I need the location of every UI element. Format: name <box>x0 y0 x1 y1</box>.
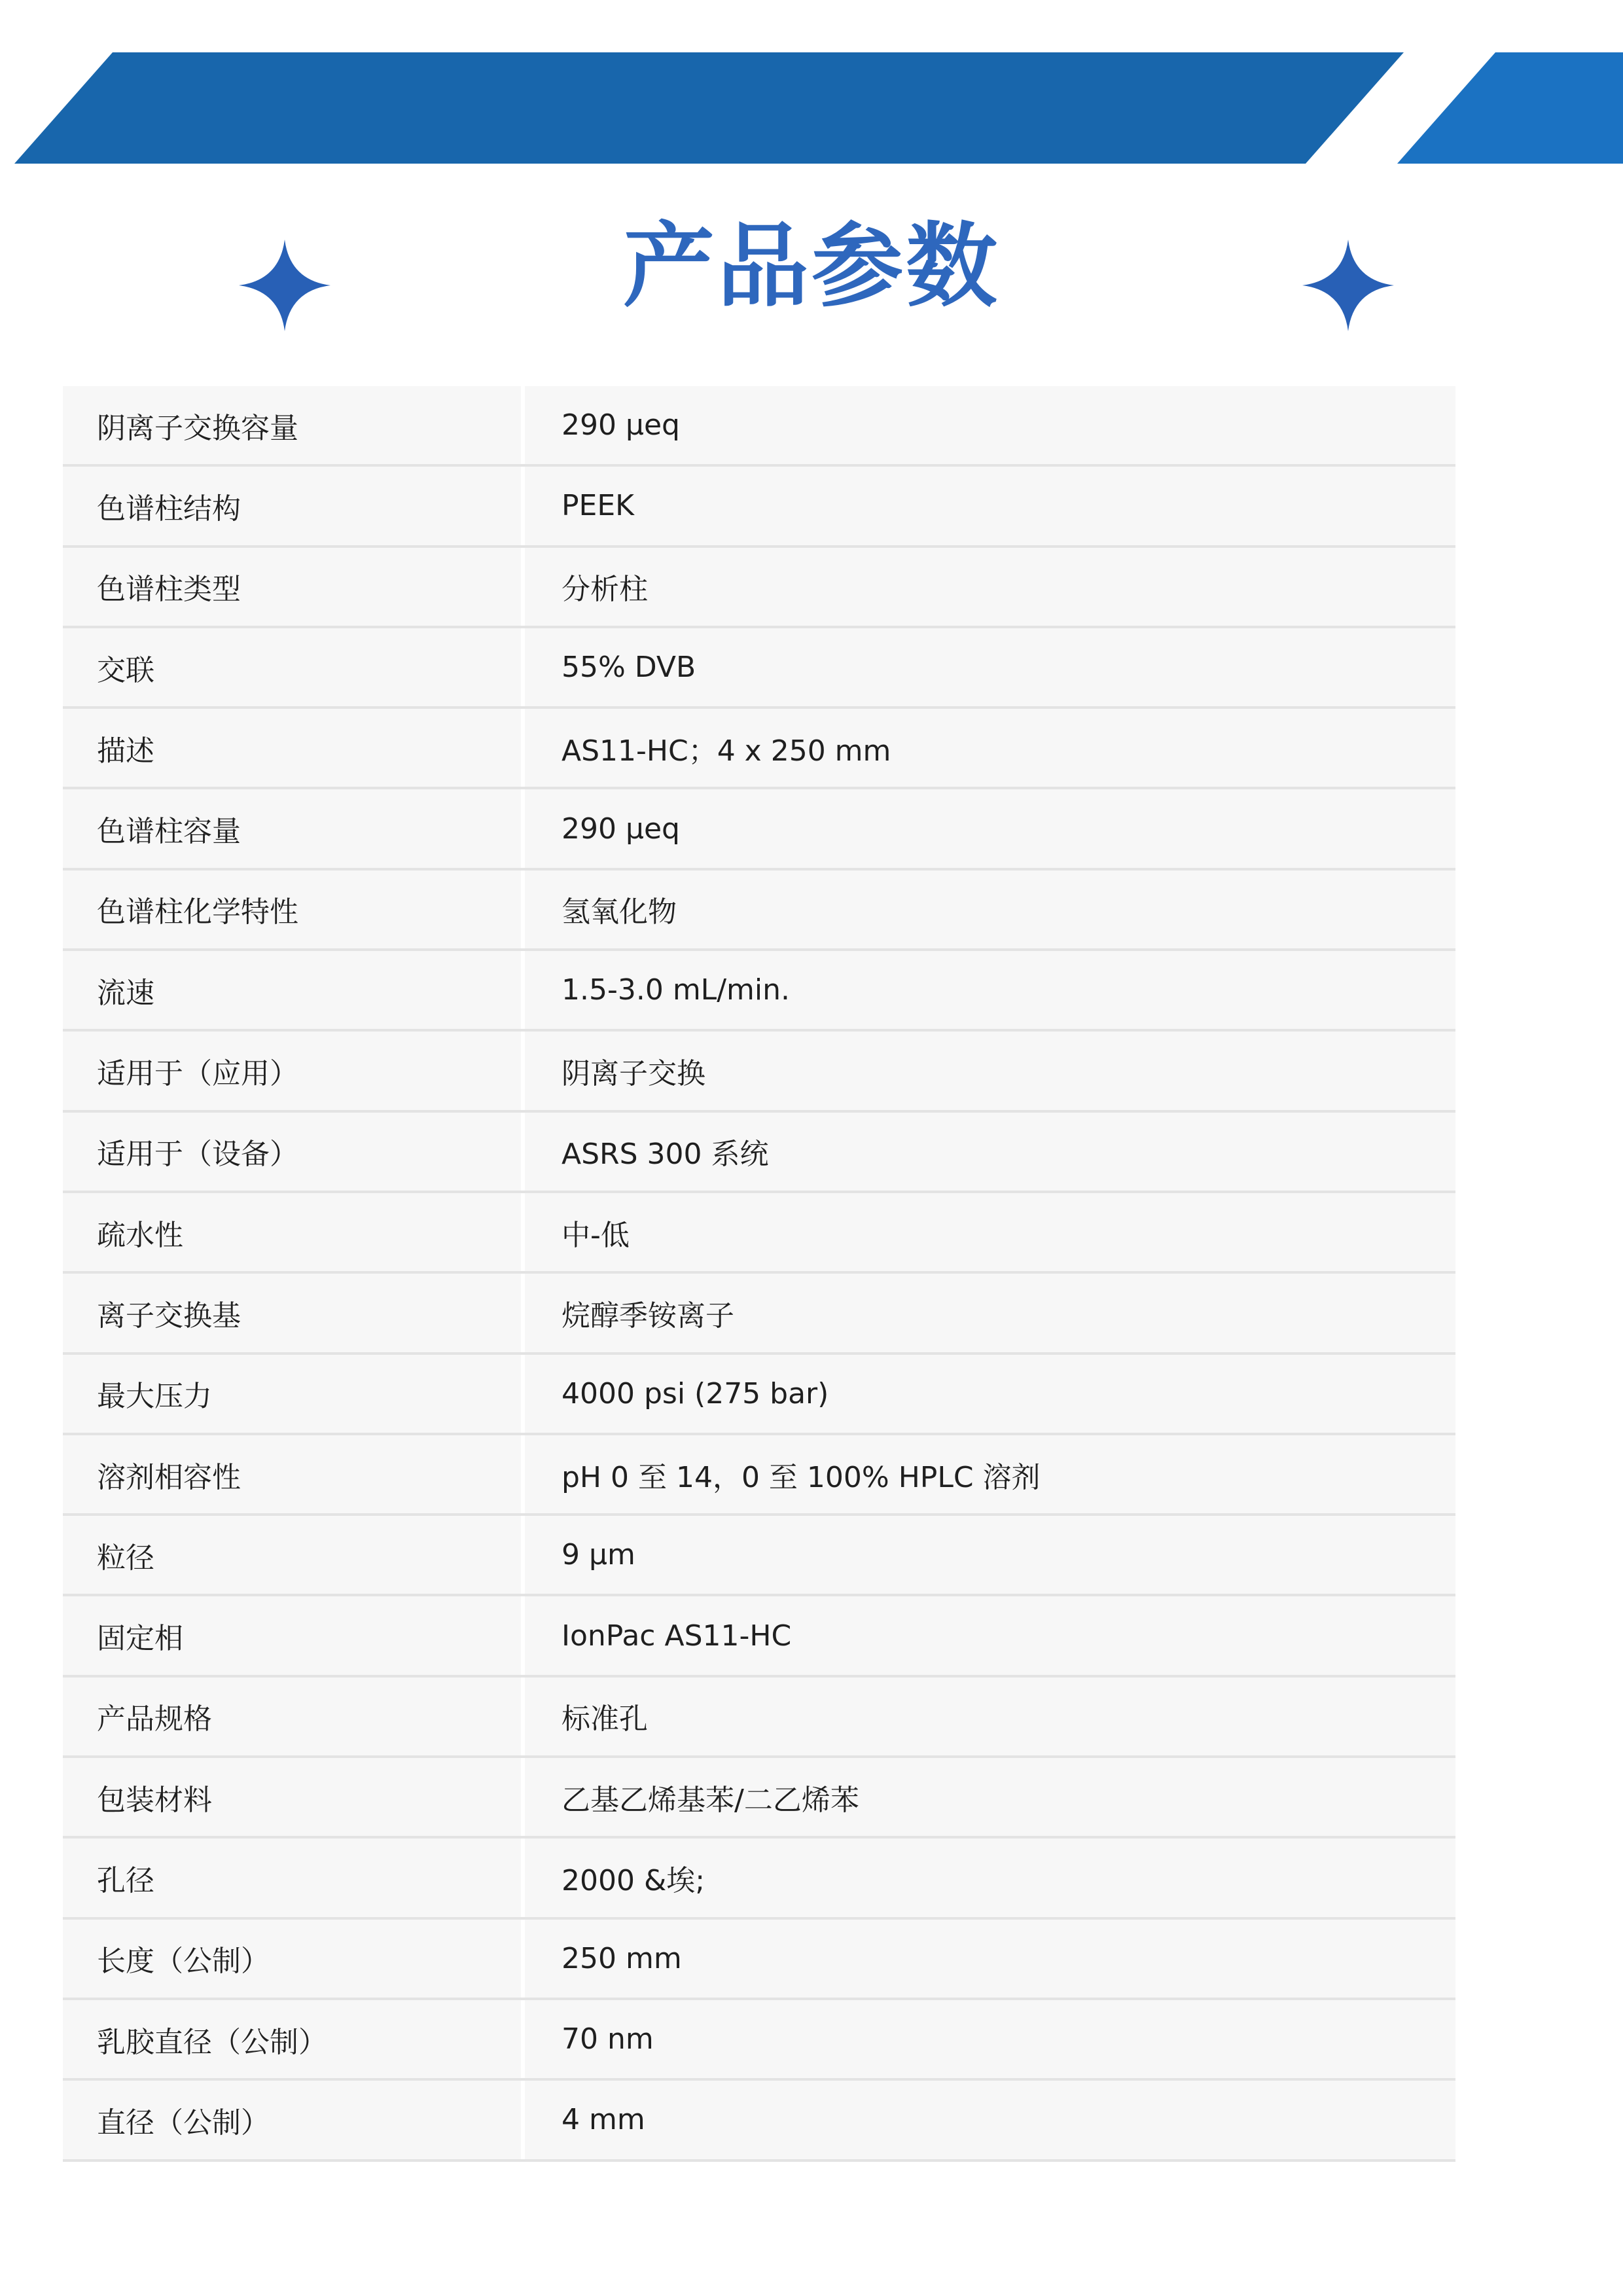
product-params-table <box>63 386 1455 2162</box>
param-label: 色谱柱容量 <box>63 789 521 867</box>
param-label: 疏水性 <box>63 1193 521 1271</box>
table-row <box>63 789 1455 870</box>
param-value: AS11-HC；4 x 250 mm <box>525 709 1455 787</box>
param-value: 2000 &埃; <box>525 1839 1455 1916</box>
table-row <box>63 2081 1455 2161</box>
param-value: 4000 psi (275 bar) <box>525 1355 1455 1433</box>
param-label: 交联 <box>63 628 521 706</box>
param-label: 阴离子交换容量 <box>63 386 521 464</box>
header-banner <box>0 0 1623 170</box>
param-label: 色谱柱结构 <box>63 467 521 545</box>
param-value: IonPac AS11-HC <box>525 1596 1455 1674</box>
param-value: 乙基乙烯基苯/二乙烯苯 <box>525 1758 1455 1836</box>
table-row <box>63 1596 1455 1677</box>
param-value: 70 nm <box>525 2000 1455 2078</box>
param-label: 孔径 <box>63 1839 521 1916</box>
param-label: 粒径 <box>63 1516 521 1594</box>
header-band-main <box>14 52 1404 164</box>
param-label: 最大压力 <box>63 1355 521 1433</box>
param-value: 标准孔 <box>525 1677 1455 1755</box>
param-value: 290 µeq <box>525 386 1455 464</box>
table-row <box>63 1839 1455 1919</box>
param-value: PEEK <box>525 467 1455 545</box>
table-row <box>63 1920 1455 2000</box>
param-value: 烷醇季铵离子 <box>525 1274 1455 1352</box>
param-label: 溶剂相容性 <box>63 1435 521 1513</box>
table-row <box>63 548 1455 628</box>
param-value: 中-低 <box>525 1193 1455 1271</box>
param-value: pH 0 至 14，0 至 100% HPLC 溶剂 <box>525 1435 1455 1513</box>
param-label: 流速 <box>63 951 521 1029</box>
param-value: 分析柱 <box>525 548 1455 626</box>
table-row <box>63 1031 1455 1112</box>
table-row <box>63 1516 1455 1596</box>
param-label: 产品规格 <box>63 1677 521 1755</box>
table-row <box>63 1113 1455 1193</box>
param-label: 包装材料 <box>63 1758 521 1836</box>
table-row <box>63 1274 1455 1354</box>
param-label: 直径（公制） <box>63 2081 521 2159</box>
param-label: 离子交换基 <box>63 1274 521 1352</box>
param-value: 9 µm <box>525 1516 1455 1594</box>
param-label: 色谱柱化学特性 <box>63 870 521 948</box>
param-value: 阴离子交换 <box>525 1031 1455 1109</box>
param-label: 固定相 <box>63 1596 521 1674</box>
param-value: 290 µeq <box>525 789 1455 867</box>
param-label: 适用于（设备） <box>63 1113 521 1191</box>
sparkle-icon <box>239 240 330 331</box>
param-value: 氢氧化物 <box>525 870 1455 948</box>
param-label: 乳胶直径（公制） <box>63 2000 521 2078</box>
table-row <box>63 628 1455 709</box>
table-row <box>63 2000 1455 2081</box>
header-band-accent <box>1397 52 1623 164</box>
table-row <box>63 709 1455 789</box>
table-row <box>63 386 1455 467</box>
param-label: 描述 <box>63 709 521 787</box>
param-label: 长度（公制） <box>63 1920 521 1998</box>
table-row <box>63 1677 1455 1758</box>
table-row <box>63 1355 1455 1435</box>
param-value: 1.5-3.0 mL/min. <box>525 951 1455 1029</box>
table-row <box>63 1758 1455 1839</box>
param-value: 4 mm <box>525 2081 1455 2159</box>
param-value: ASRS 300 系统 <box>525 1113 1455 1191</box>
sparkle-icon <box>1302 240 1394 331</box>
table-row <box>63 951 1455 1031</box>
table-row <box>63 1435 1455 1516</box>
param-value: 250 mm <box>525 1920 1455 1998</box>
table-row <box>63 870 1455 951</box>
page-title: 产品参数 <box>622 213 1000 320</box>
param-value: 55% DVB <box>525 628 1455 706</box>
table-row <box>63 1193 1455 1274</box>
param-label: 色谱柱类型 <box>63 548 521 626</box>
param-label: 适用于（应用） <box>63 1031 521 1109</box>
table-row <box>63 467 1455 547</box>
